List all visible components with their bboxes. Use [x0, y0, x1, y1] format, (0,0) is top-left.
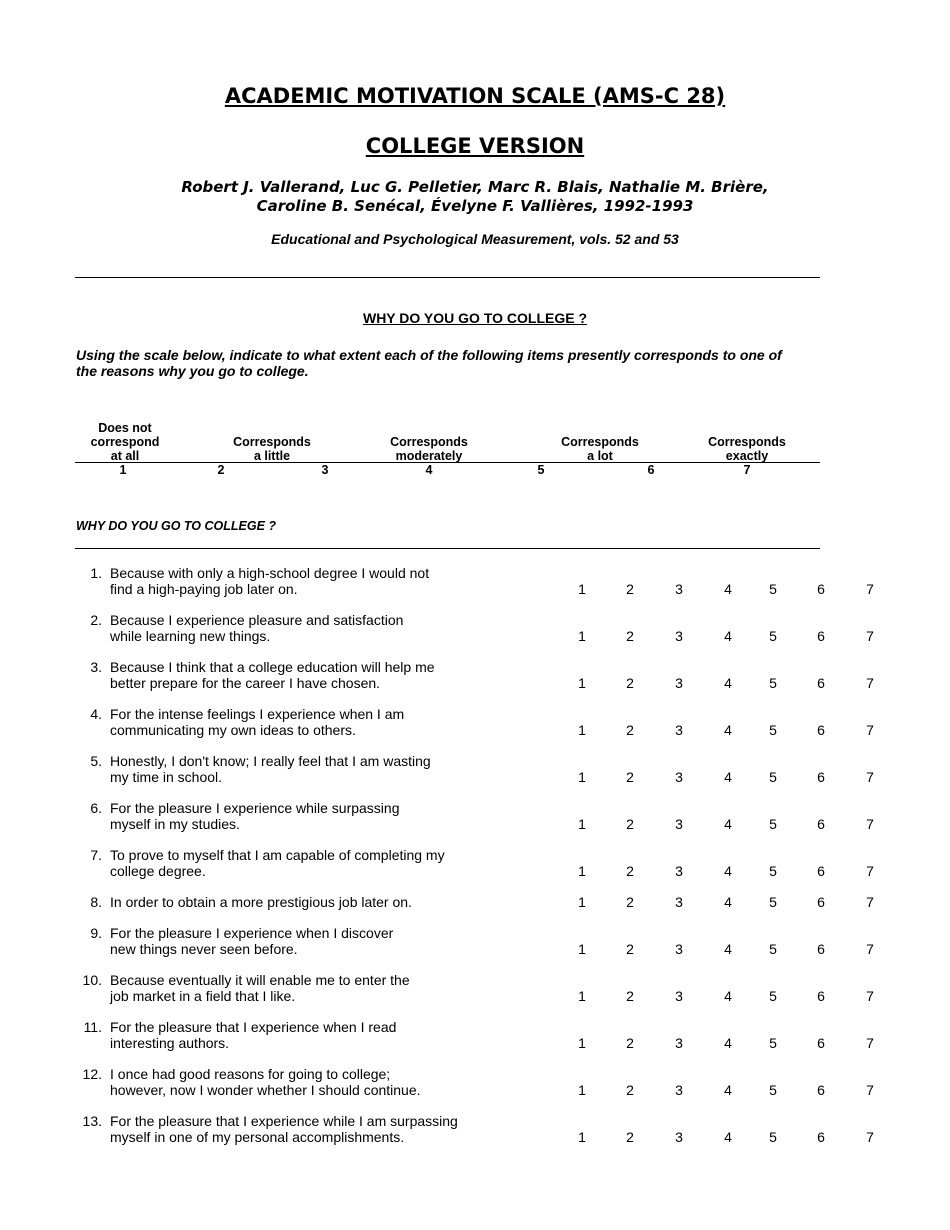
page-title: ACADEMIC MOTIVATION SCALE (AMS-C 28)	[224, 84, 726, 108]
rating-option-6[interactable]: 6	[817, 1035, 825, 1051]
rating-option-6[interactable]: 6	[817, 863, 825, 879]
section-divider	[75, 548, 820, 549]
rating-option-7[interactable]: 7	[866, 816, 874, 832]
rating-option-6[interactable]: 6	[817, 1082, 825, 1098]
rating-option-4[interactable]: 4	[724, 988, 732, 1004]
rating-option-4[interactable]: 4	[724, 816, 732, 832]
item-text-line-1: For the pleasure I experience when I discover	[110, 925, 394, 941]
rating-option-3[interactable]: 3	[675, 1035, 683, 1051]
item-number: 10.	[82, 972, 102, 988]
item-text-line-1: Because I experience pleasure and satisfaction	[110, 612, 404, 628]
instructions-line-1: Using the scale below, indicate to what extent each of the following items presently corresponds to one of	[76, 347, 782, 363]
rating-option-4[interactable]: 4	[724, 722, 732, 738]
rating-option-1[interactable]: 1	[578, 816, 586, 832]
rating-option-3[interactable]: 3	[675, 628, 683, 644]
rating-option-6[interactable]: 6	[817, 1129, 825, 1145]
scale-anchor-5	[677, 435, 817, 463]
rating-option-3[interactable]: 3	[675, 894, 683, 910]
item-number: 7.	[90, 847, 102, 863]
item-text-line-1: For the intense feelings I experience when I am	[110, 706, 405, 722]
rating-option-4[interactable]: 4	[724, 1129, 732, 1145]
rating-option-1[interactable]: 1	[578, 1129, 586, 1145]
item-number: 9.	[90, 925, 102, 941]
rating-option-2[interactable]: 2	[626, 863, 634, 879]
rating-option-2[interactable]: 2	[626, 894, 634, 910]
scale-anchor-4-line-1: Corresponds	[561, 435, 639, 449]
authors-line-2: Caroline B. Senécal, Évelyne F. Vallières, 1992-1993	[256, 197, 694, 215]
item-text-line-1: Honestly, I don't know; I really feel that I am wasting	[110, 753, 431, 769]
scale-anchor-1	[55, 421, 195, 463]
scale-anchor-4-line-2: a lot	[587, 449, 613, 463]
rating-option-4[interactable]: 4	[724, 1082, 732, 1098]
rating-option-3[interactable]: 3	[675, 1082, 683, 1098]
page-subtitle: COLLEGE VERSION	[365, 134, 585, 158]
rating-option-5[interactable]: 5	[769, 863, 777, 879]
instructions-line-2: the reasons why you go to college.	[76, 363, 309, 379]
rating-option-7[interactable]: 7	[866, 894, 874, 910]
scale-number-1: 1	[119, 463, 127, 477]
item-text-line-1: In order to obtain a more prestigious job later on.	[110, 894, 412, 910]
item-number: 1.	[90, 565, 102, 581]
item-text-line-1: For the pleasure I experience while surpassing	[110, 800, 400, 816]
rating-option-5[interactable]: 5	[769, 722, 777, 738]
rating-option-6[interactable]: 6	[817, 628, 825, 644]
scale-number-6: 6	[647, 463, 655, 477]
scale-anchor-2	[202, 435, 342, 463]
rating-option-3[interactable]: 3	[675, 675, 683, 691]
rating-option-6[interactable]: 6	[817, 581, 825, 597]
rating-option-2[interactable]: 2	[626, 722, 634, 738]
rating-option-5[interactable]: 5	[769, 769, 777, 785]
rating-option-2[interactable]: 2	[626, 816, 634, 832]
item-text-line-2: job market in a field that I like.	[110, 988, 296, 1004]
rating-option-3[interactable]: 3	[675, 863, 683, 879]
rating-option-4[interactable]: 4	[724, 941, 732, 957]
scale-number-2: 2	[217, 463, 225, 477]
rating-option-7[interactable]: 7	[866, 863, 874, 879]
rating-option-2[interactable]: 2	[626, 988, 634, 1004]
item-text-line-2: myself in my studies.	[110, 816, 240, 832]
rating-option-4[interactable]: 4	[724, 894, 732, 910]
item-text-line-2: my time in school.	[110, 769, 223, 785]
rating-option-7[interactable]: 7	[866, 722, 874, 738]
rating-option-2[interactable]: 2	[626, 675, 634, 691]
rating-option-1[interactable]: 1	[578, 1035, 586, 1051]
authors-line-1: Robert J. Vallerand, Luc G. Pelletier, Marc R. Blais, Nathalie M. Brière,	[181, 178, 769, 196]
rating-option-5[interactable]: 5	[769, 1129, 777, 1145]
rating-option-5[interactable]: 5	[769, 894, 777, 910]
item-text-line-1: For the pleasure that I experience while I am surpassing	[110, 1113, 458, 1129]
rating-option-1[interactable]: 1	[578, 581, 586, 597]
item-number: 11.	[83, 1019, 102, 1035]
rating-option-2[interactable]: 2	[626, 1082, 634, 1098]
rating-option-6[interactable]: 6	[817, 769, 825, 785]
rating-option-7[interactable]: 7	[866, 1129, 874, 1145]
item-text-line-1: I once had good reasons for going to college;	[110, 1066, 391, 1082]
question-heading: WHY DO YOU GO TO COLLEGE ?	[362, 310, 588, 326]
rating-option-4[interactable]: 4	[724, 863, 732, 879]
rating-option-6[interactable]: 6	[817, 675, 825, 691]
rating-option-2[interactable]: 2	[626, 941, 634, 957]
rating-option-4[interactable]: 4	[724, 581, 732, 597]
rating-option-3[interactable]: 3	[675, 941, 683, 957]
item-text-line-1: For the pleasure that I experience when I read	[110, 1019, 397, 1035]
rating-option-2[interactable]: 2	[626, 1129, 634, 1145]
rating-option-7[interactable]: 7	[866, 1082, 874, 1098]
rating-option-6[interactable]: 6	[817, 722, 825, 738]
scale-anchor-2-line-1: Corresponds	[233, 435, 311, 449]
rating-option-6[interactable]: 6	[817, 816, 825, 832]
item-text-line-2: college degree.	[110, 863, 206, 879]
item-text-line-1: Because with only a high-school degree I would not	[110, 565, 430, 581]
item-text-line-2: however, now I wonder whether I should continue.	[110, 1082, 421, 1098]
rating-option-5[interactable]: 5	[769, 941, 777, 957]
scale-number-5: 5	[537, 463, 545, 477]
item-number: 5.	[90, 753, 102, 769]
rating-option-4[interactable]: 4	[724, 769, 732, 785]
rating-option-5[interactable]: 5	[769, 581, 777, 597]
rating-option-5[interactable]: 5	[769, 988, 777, 1004]
scale-line	[75, 462, 820, 463]
item-number: 3.	[90, 659, 102, 675]
scale-anchor-1-line-2: correspond	[90, 435, 160, 449]
journal-citation: Educational and Psychological Measurement, vols. 52 and 53	[271, 231, 679, 247]
rating-option-3[interactable]: 3	[675, 722, 683, 738]
scale-anchor-4	[530, 435, 670, 463]
scale-anchor-1-line-1: Does not	[98, 421, 152, 435]
rating-option-1[interactable]: 1	[578, 941, 586, 957]
rating-option-2[interactable]: 2	[626, 769, 634, 785]
scale-number-7: 7	[743, 463, 751, 477]
rating-option-1[interactable]: 1	[578, 863, 586, 879]
scale-anchor-3	[359, 435, 499, 463]
item-text-line-2: new things never seen before.	[110, 941, 298, 957]
rating-option-3[interactable]: 3	[675, 1129, 683, 1145]
rating-option-7[interactable]: 7	[866, 988, 874, 1004]
scale-number-3: 3	[321, 463, 329, 477]
rating-option-7[interactable]: 7	[866, 581, 874, 597]
rating-option-3[interactable]: 3	[675, 769, 683, 785]
item-number: 12.	[82, 1066, 102, 1082]
rating-option-7[interactable]: 7	[866, 769, 874, 785]
rating-option-3[interactable]: 3	[675, 581, 683, 597]
item-number: 8.	[90, 894, 102, 910]
scale-anchor-5-line-2: exactly	[725, 449, 769, 463]
item-text-line-2: better prepare for the career I have chosen.	[110, 675, 381, 691]
rating-option-1[interactable]: 1	[578, 894, 586, 910]
rating-option-2[interactable]: 2	[626, 1035, 634, 1051]
rating-option-7[interactable]: 7	[866, 1035, 874, 1051]
item-text-line-2: interesting authors.	[110, 1035, 230, 1051]
rating-option-4[interactable]: 4	[724, 675, 732, 691]
rating-option-7[interactable]: 7	[866, 941, 874, 957]
rating-option-7[interactable]: 7	[866, 628, 874, 644]
item-text-line-2: find a high-paying job later on.	[110, 581, 298, 597]
item-number: 4.	[90, 706, 102, 722]
rating-option-1[interactable]: 1	[578, 769, 586, 785]
rating-option-4[interactable]: 4	[724, 1035, 732, 1051]
rating-option-1[interactable]: 1	[578, 722, 586, 738]
rating-option-5[interactable]: 5	[769, 816, 777, 832]
rating-option-3[interactable]: 3	[675, 816, 683, 832]
section-heading: WHY DO YOU GO TO COLLEGE ?	[76, 519, 277, 533]
item-text-line-2: myself in one of my personal accomplishments.	[110, 1129, 405, 1145]
rating-option-2[interactable]: 2	[626, 628, 634, 644]
rating-option-3[interactable]: 3	[675, 988, 683, 1004]
rating-option-1[interactable]: 1	[578, 1082, 586, 1098]
item-text-line-2: while learning new things.	[110, 628, 271, 644]
rating-option-6[interactable]: 6	[817, 894, 825, 910]
item-text-line-1: Because eventually it will enable me to enter the	[110, 972, 410, 988]
scale-anchor-3-line-1: Corresponds	[390, 435, 468, 449]
scale-anchor-5-line-1: Corresponds	[708, 435, 786, 449]
rating-option-6[interactable]: 6	[817, 988, 825, 1004]
rating-option-5[interactable]: 5	[769, 1082, 777, 1098]
scale-number-4: 4	[425, 463, 433, 477]
item-text-line-1: Because I think that a college education will help me	[110, 659, 435, 675]
rating-option-5[interactable]: 5	[769, 1035, 777, 1051]
rating-option-7[interactable]: 7	[866, 675, 874, 691]
item-number: 2.	[90, 612, 102, 628]
item-number: 6.	[90, 800, 102, 816]
item-number: 13.	[82, 1113, 102, 1129]
rating-option-4[interactable]: 4	[724, 628, 732, 644]
rating-option-5[interactable]: 5	[769, 675, 777, 691]
rating-option-2[interactable]: 2	[626, 581, 634, 597]
item-text-line-1: To prove to myself that I am capable of completing my	[110, 847, 445, 863]
rating-option-5[interactable]: 5	[769, 628, 777, 644]
item-text-line-2: communicating my own ideas to others.	[110, 722, 356, 738]
rating-option-1[interactable]: 1	[578, 988, 586, 1004]
scale-anchor-3-line-2: moderately	[395, 449, 463, 463]
scale-anchor-2-line-2: a little	[253, 449, 291, 463]
header-divider	[75, 277, 820, 278]
scale-anchor-1-line-3: at all	[110, 449, 140, 463]
rating-option-6[interactable]: 6	[817, 941, 825, 957]
rating-option-1[interactable]: 1	[578, 628, 586, 644]
rating-option-1[interactable]: 1	[578, 675, 586, 691]
